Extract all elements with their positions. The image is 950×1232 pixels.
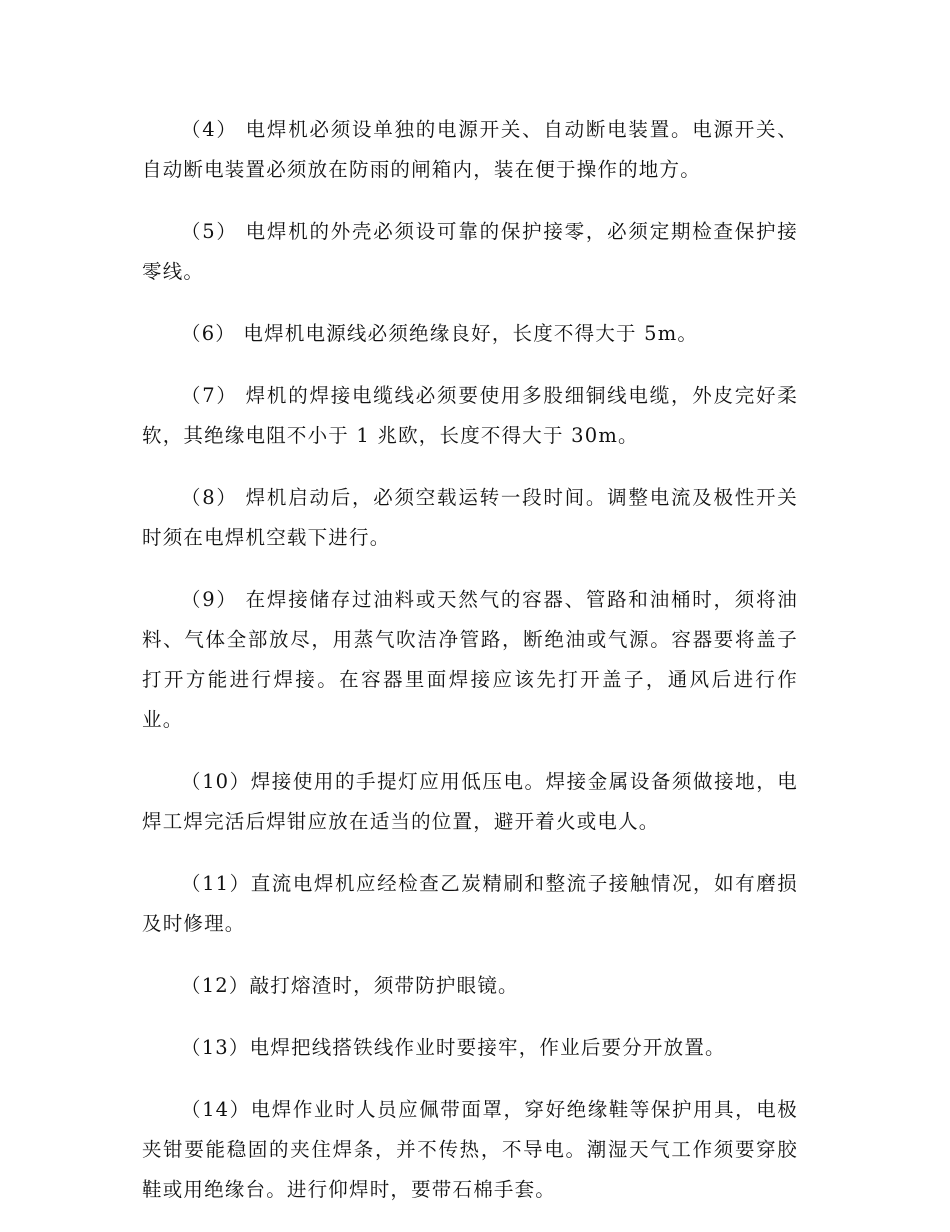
- item-number: （4）: [181, 118, 238, 141]
- item-text: 电焊作业时人员应佩带面罩，穿好绝缘鞋等保护用具，电极夹钳要能稳固的夹住焊条，并不传热，不导电。潮湿天气工作须要穿胶鞋或用绝缘台。进行仰焊时，要带石棉手套。: [142, 1098, 798, 1201]
- item-text: 焊机启动后，必须空载运转一段时间。调整电流及极性开关时须在电焊机空载下进行。: [142, 486, 798, 549]
- item-text: 在焊接储存过油料或天然气的容器、管路和油桶时，须将油料、气体全部放尽，用蒸气吹洁净管路，断绝油或气源。容器要将盖子打开方能进行焊接。在容器里面焊接应该先打开盖子，通风后进行作业。: [142, 588, 798, 731]
- item-text: 敲打熔渣时，须带防护眼镜。: [249, 974, 519, 997]
- paragraph-item-12: [142, 966, 798, 1006]
- item-text: 电焊把线搭铁线作业时要接牢，作业后要分开放置。: [249, 1036, 726, 1059]
- item-text: 焊机的焊接电缆线必须要使用多股细铜线电缆，外皮完好柔软，其绝缘电阻不小于 1 兆欧，长度不得大于 30m。: [142, 384, 798, 447]
- item-number: （10）: [181, 770, 251, 793]
- paragraph-item-8: [142, 478, 798, 558]
- item-number: （14）: [181, 1098, 251, 1121]
- item-text: 焊接使用的手提灯应用低压电。焊接金属设备须做接地，电焊工焊完活后焊钳应放在适当的位置，避开着火或电人。: [142, 770, 798, 833]
- item-number: （7）: [181, 384, 238, 407]
- document-page: [142, 110, 798, 1232]
- paragraph-item-11: [142, 864, 798, 944]
- paragraph-item-10: [142, 762, 798, 842]
- paragraph-item-13: [142, 1028, 798, 1068]
- item-number: （5）: [181, 220, 238, 243]
- item-number: （12）: [181, 974, 250, 997]
- paragraph-item-4: [142, 110, 798, 190]
- paragraph-item-5: [142, 212, 798, 292]
- item-text: 电焊机必须设单独的电源开关、自动断电装置。电源开关、自动断电装置必须放在防雨的闸箱内，装在便于操作的地方。: [142, 118, 798, 181]
- item-text: 电焊机电源线必须绝缘良好，长度不得大于 5m。: [236, 322, 699, 345]
- item-text: 直流电焊机应经检查乙炭精刷和整流子接触情况，如有磨损及时修理。: [142, 872, 798, 935]
- paragraph-item-6: [142, 314, 798, 354]
- item-number: （6）: [181, 322, 237, 345]
- item-number: （13）: [181, 1036, 250, 1059]
- paragraph-item-9: [142, 580, 798, 740]
- paragraph-item-7: [142, 376, 798, 456]
- paragraph-item-14: [142, 1090, 798, 1210]
- item-text: 电焊机的外壳必须设可靠的保护接零，必须定期检查保护接零线。: [142, 220, 798, 283]
- item-number: （9）: [181, 588, 238, 611]
- item-number: （8）: [181, 486, 238, 509]
- item-number: （11）: [181, 872, 251, 895]
